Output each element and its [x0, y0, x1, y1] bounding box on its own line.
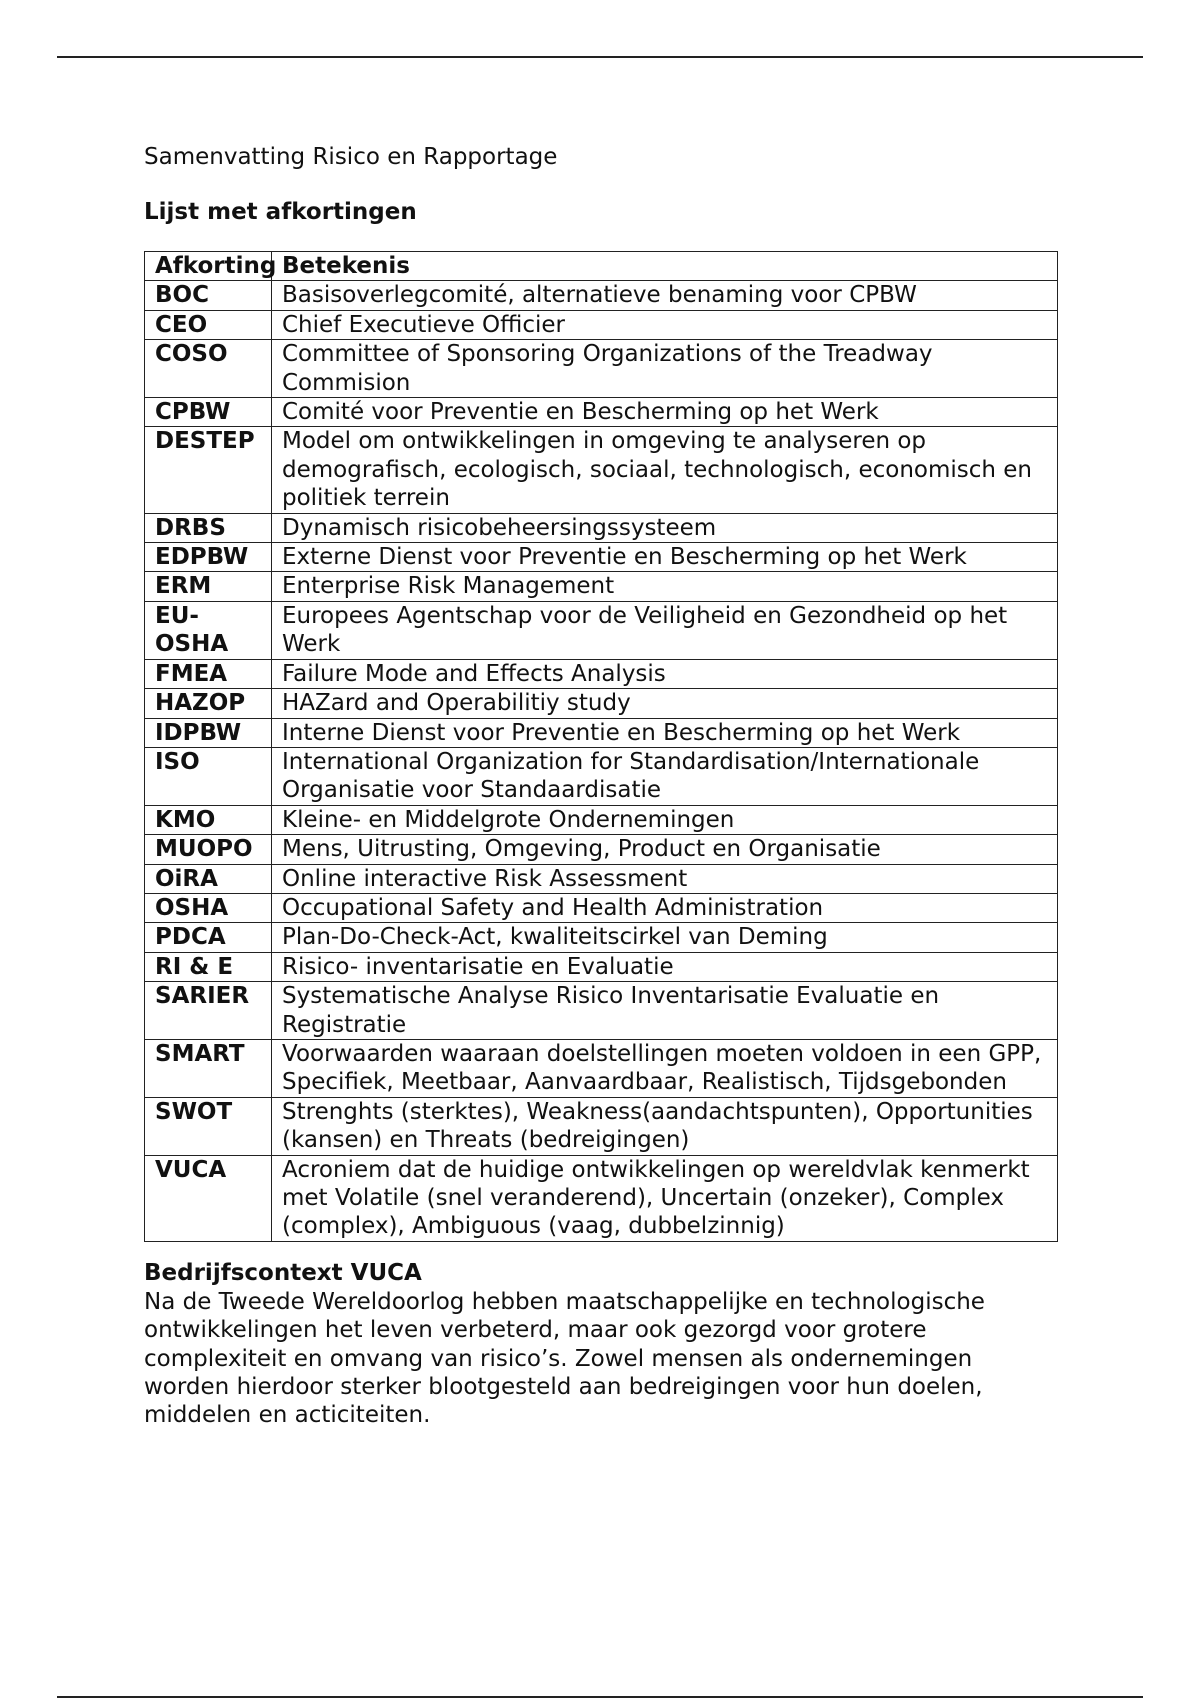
abbreviation-cell: OiRA — [145, 864, 272, 893]
table-row — [145, 952, 1058, 981]
abbreviations-table — [144, 251, 1058, 1242]
abbreviations-table-body — [145, 281, 1058, 1241]
abbreviations-heading: Lijst met afkortingen — [144, 199, 417, 225]
abbreviation-cell: SWOT — [145, 1097, 272, 1155]
abbreviation-cell: MUOPO — [145, 835, 272, 864]
abbreviation-cell: ERM — [145, 572, 272, 601]
abbreviation-cell: ISO — [145, 747, 272, 805]
abbreviation-cell: VUCA — [145, 1155, 272, 1241]
table-row — [145, 805, 1058, 834]
meaning-cell: Chief Executieve Officier — [272, 310, 1058, 339]
meaning-cell: Voorwaarden waaraan doelstellingen moeten voldoen in een GPP, Specifiek, Meetbaar, Aanvaardbaar, Realistisch, Tijdsgebonden — [272, 1039, 1058, 1097]
meaning-cell: Dynamisch risicobeheersingssysteem — [272, 513, 1058, 542]
column-header-meaning: Betekenis — [272, 252, 1058, 281]
meaning-cell: HAZard and Operabilitiy study — [272, 689, 1058, 718]
abbreviation-cell: IDPBW — [145, 718, 272, 747]
table-row — [145, 513, 1058, 542]
page-content — [144, 142, 1064, 1430]
table-row — [145, 982, 1058, 1040]
abbreviation-cell: CPBW — [145, 398, 272, 427]
meaning-cell: Occupational Safety and Health Administration — [272, 893, 1058, 922]
table-row — [145, 747, 1058, 805]
table-row — [145, 659, 1058, 688]
abbreviation-cell: EDPBW — [145, 543, 272, 572]
table-row — [145, 923, 1058, 952]
meaning-cell: Plan-Do-Check-Act, kwaliteitscirkel van Deming — [272, 923, 1058, 952]
meaning-cell: Systematische Analyse Risico Inventarisatie Evaluatie en Registratie — [272, 982, 1058, 1040]
abbreviation-cell: HAZOP — [145, 689, 272, 718]
table-row — [145, 543, 1058, 572]
abbreviation-cell: OSHA — [145, 893, 272, 922]
abbreviation-cell: RI & E — [145, 952, 272, 981]
table-header-row — [145, 252, 1058, 281]
meaning-cell: Basisoverlegcomité, alternatieve benaming voor CPBW — [272, 281, 1058, 310]
meaning-cell: Externe Dienst voor Preventie en Bescherming op het Werk — [272, 543, 1058, 572]
meaning-cell: Comité voor Preventie en Bescherming op het Werk — [272, 398, 1058, 427]
abbreviation-cell: SARIER — [145, 982, 272, 1040]
table-row — [145, 689, 1058, 718]
table-row — [145, 340, 1058, 398]
document-title: Samenvatting Risico en Rapportage — [144, 144, 558, 170]
meaning-cell: Strenghts (sterktes), Weakness(aandachtspunten), Opportunities (kansen) en Threats (bedreigingen) — [272, 1097, 1058, 1155]
table-row — [145, 835, 1058, 864]
footer-rule — [57, 1696, 1143, 1698]
table-row — [145, 1097, 1058, 1155]
table-row — [145, 572, 1058, 601]
table-row — [145, 310, 1058, 339]
abbreviation-cell: SMART — [145, 1039, 272, 1097]
table-row — [145, 1039, 1058, 1097]
meaning-cell: Europees Agentschap voor de Veiligheid en Gezondheid op het Werk — [272, 601, 1058, 659]
column-header-abbreviation: Afkorting — [145, 252, 272, 281]
header-rule — [57, 56, 1143, 58]
meaning-cell: Online interactive Risk Assessment — [272, 864, 1058, 893]
abbreviation-cell: EU-OSHA — [145, 601, 272, 659]
meaning-cell: Enterprise Risk Management — [272, 572, 1058, 601]
meaning-cell: Committee of Sponsoring Organizations of the Treadway Commision — [272, 340, 1058, 398]
table-row — [145, 1155, 1058, 1241]
abbreviation-cell: DESTEP — [145, 427, 272, 513]
section-paragraph: Na de Tweede Wereldoorlog hebben maatschappelijke en technologische ontwikkelingen het leven verbeterd, maar ook gezorgd voor grotere complexiteit en omvang van risico’s. Zowel mensen als ondernemingen worden hierdoor sterker blootgesteld aan bedreigingen voor hun doelen, middelen en acticiteiten. — [144, 1288, 985, 1429]
section-heading: Bedrijfscontext VUCA — [144, 1259, 422, 1286]
table-row — [145, 427, 1058, 513]
table-row — [145, 281, 1058, 310]
meaning-cell: Risico- inventarisatie en Evaluatie — [272, 952, 1058, 981]
table-row — [145, 398, 1058, 427]
abbreviation-cell: PDCA — [145, 923, 272, 952]
abbreviation-cell: CEO — [145, 310, 272, 339]
abbreviation-cell: FMEA — [145, 659, 272, 688]
table-row — [145, 864, 1058, 893]
table-row — [145, 718, 1058, 747]
meaning-cell: Model om ontwikkelingen in omgeving te analyseren op demografisch, ecologisch, sociaal, technologisch, economisch en politiek terrein — [272, 427, 1058, 513]
abbreviation-cell: DRBS — [145, 513, 272, 542]
meaning-cell: International Organization for Standardisation/Internationale Organisatie voor Standaardisatie — [272, 747, 1058, 805]
abbreviation-cell: KMO — [145, 805, 272, 834]
meaning-cell: Failure Mode and Effects Analysis — [272, 659, 1058, 688]
abbreviation-cell: BOC — [145, 281, 272, 310]
table-row — [145, 893, 1058, 922]
abbreviation-cell: COSO — [145, 340, 272, 398]
table-row — [145, 601, 1058, 659]
meaning-cell: Acroniem dat de huidige ontwikkelingen op wereldvlak kenmerkt met Volatile (snel veranderend), Uncertain (onzeker), Complex (complex), Ambiguous (vaag, dubbelzinnig) — [272, 1155, 1058, 1241]
meaning-cell: Mens, Uitrusting, Omgeving, Product en Organisatie — [272, 835, 1058, 864]
meaning-cell: Kleine- en Middelgrote Ondernemingen — [272, 805, 1058, 834]
meaning-cell: Interne Dienst voor Preventie en Bescherming op het Werk — [272, 718, 1058, 747]
